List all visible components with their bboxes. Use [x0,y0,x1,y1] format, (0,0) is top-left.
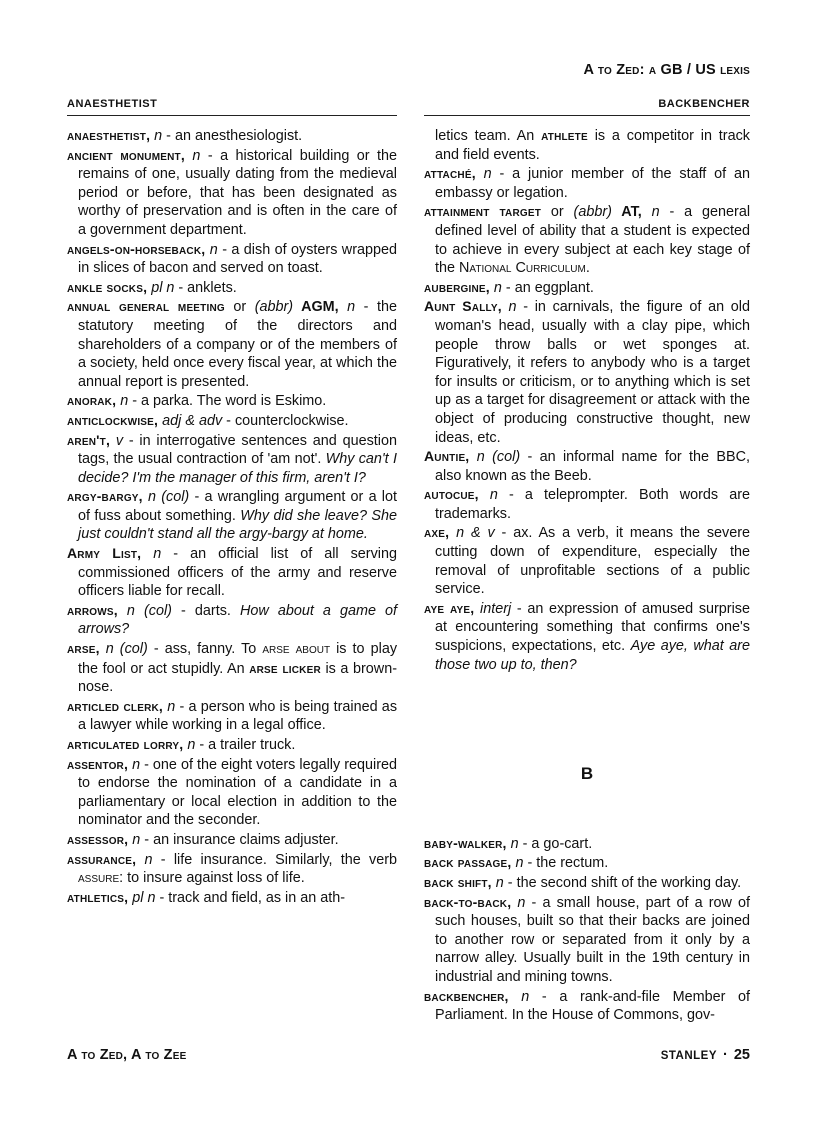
headword: autocue, [424,486,479,503]
part-of-speech: n [521,988,530,1005]
definition-text: - life insurance. Similarly, the verb [152,851,398,868]
definition-text: - a small house, part of a row of such houses, built so that their backs are joined to another row or separated from it only by a narrow alley. Usually built in the 19th century in industrial and mining towns. [435,894,751,985]
headword: anticlockwise, [67,411,159,428]
dictionary-entry [67,830,397,850]
dictionary-entry [424,599,750,674]
part-of-speech: (abbr) [573,204,612,221]
dictionary-entry [424,523,750,598]
entry-continuation: letics team. An [435,128,542,144]
part-of-speech: n [515,855,524,872]
headword: athletics, [67,888,129,905]
footer-separator: · [723,1047,728,1063]
section-letter: B [580,764,594,784]
definition-text: - anklets. [174,279,237,296]
part-of-speech: n [347,299,356,316]
part-of-speech: n [187,737,196,753]
definition-text: - a historical building or the remains of one, usually dating from the medieval period or before, that has been designated as worthy of preservation and is often in the care of a government department. [78,147,397,238]
cross-reference: arse licker [249,659,321,676]
page-footer-right [661,1047,750,1063]
part-of-speech: n [483,166,492,183]
dictionary-entry [67,888,397,908]
definition-text: - an official list of all serving commissioned officers of the army and reserve officers liable for recall. [78,546,397,600]
page-number: 25 [733,1047,750,1063]
part-of-speech: n [495,875,504,891]
definition-text: - a wrangling argument or a lot of fuss about something. [78,489,398,524]
definition-text: is a brown-nose. [78,660,397,696]
headword: aye aye, [424,599,475,616]
guide-word-last: BACKBENCHER [658,98,750,110]
dictionary-entry [67,278,397,298]
part-of-speech: n [651,204,660,221]
headword: argy-bargy, [67,488,143,505]
definition-text: - an eggplant. [501,279,594,296]
part-of-speech: n [517,894,526,911]
definition-text: is to play the fool or act stupidly. An [78,641,398,677]
part-of-speech: n [510,835,519,852]
guide-word-first: ANAESTHETIST [67,98,158,110]
dictionary-entry [67,601,397,639]
part-of-speech: n (col) [148,489,190,506]
dictionary-entry [67,544,397,601]
dictionary-entry [67,639,397,697]
abbreviation: AGM, [293,299,348,316]
headword: anorak, [67,392,117,409]
headword: angels-on-horseback, [67,240,206,257]
definition-text: - a teleprompter. Both words are trademarks. [435,487,750,522]
dictionary-entry [424,893,750,987]
cross-reference: National Curriculum [459,260,586,277]
definition-text: - in interrogative sentences and question tags, the usual contraction of 'am not'. [78,432,397,468]
example-sentence: Aye aye, what are those two up to, then? [435,638,750,673]
definition-text: - one of the eight voters legally required to endorse the nomination of a candidate in a parliamentary or local election in addition to the nominator and the seconder. [78,756,397,829]
dictionary-entry [424,297,750,447]
example-sentence: Why can't I decide? I'm the manager of this firm, aren't I? [78,451,397,486]
dictionary-entry [67,297,397,391]
definition-text: - a trailer truck. [195,737,296,753]
part-of-speech: pl n [132,889,156,906]
part-of-speech: n [120,393,129,410]
headword: axe, [424,524,450,541]
dictionary-entry [424,447,750,485]
headword: back shift, [424,874,492,890]
part-of-speech: n [508,299,517,316]
definition-text: - a rank-and-file Member of Parliament. In the House of Commons, gov- [435,988,750,1024]
dictionary-entry [424,853,750,873]
part-of-speech: interj [480,600,512,617]
part-of-speech: pl n [151,279,175,296]
part-of-speech: (abbr) [254,299,294,316]
definition-text: . [585,260,590,277]
headword: assurance, [67,850,137,867]
part-of-speech: n [489,487,498,504]
headword: arrows, [67,601,118,618]
definition-text: - the statutory meeting of the directors and shareholders of a company or of the members of a society, held once every fiscal year, at which the annual report is presented. [78,299,397,390]
part-of-speech: n (col) [126,602,172,619]
definition-text: - an anesthesiologist. [162,128,303,144]
definition-text: - a parka. The word is Eskimo. [128,393,327,410]
abbreviation: AT, [611,204,652,221]
part-of-speech: n [209,241,218,258]
definition-text: - counterclockwise. [222,412,349,429]
headword: aubergine, [424,278,490,295]
definition-text: - ax. As a verb, it means the severe cutting down of expenditure, especially the removal of unprofitable sections of a public service. [435,525,751,598]
part-of-speech: adj & adv [162,412,223,429]
headword: baby-walker, [424,834,507,851]
right-column-b-entries [424,834,750,1025]
cross-reference: assure: [78,870,124,887]
dictionary-entry [67,850,397,888]
dictionary-entry [67,697,397,735]
dictionary-entry [424,202,750,277]
dictionary-entry [67,146,397,240]
headword: backbencher, [424,987,509,1004]
publisher-name: STANLEY [660,1050,718,1062]
definition-text: - the second shift of the working day. [503,875,742,891]
definition-text: - a go-cart. [518,835,593,852]
dictionary-entry [67,487,397,544]
headword: attaché, [424,165,476,182]
dictionary-entry [67,431,397,488]
definition-text: - the rectum. [523,855,609,872]
cross-reference: athlete [541,127,588,143]
headword: Auntie, [424,448,470,465]
left-column [67,126,397,907]
definition-text: - an insurance claims adjuster. [140,831,339,848]
dictionary-entry [424,164,750,202]
definition-text: - an expression of amused surprise at encountering something that confirms one's suspicions, expectations, etc. [435,600,750,655]
definition-text: - ass, fanny. To [147,641,263,658]
headword: Army List, [67,545,142,562]
part-of-speech: n [132,756,141,773]
right-column [424,126,750,1025]
example-sentence: How about a game of arrows? [78,602,398,638]
dictionary-entry [67,411,397,431]
dictionary-entry [67,126,397,146]
headword: Aunt Sally, [424,298,502,315]
header-rule-left [67,115,397,116]
definition-text: to insure against loss of life. [123,870,305,887]
headword: back-to-back, [424,893,512,910]
headword: assessor, [67,830,129,847]
headword: anaesthetist, [67,127,151,143]
part-of-speech: n (col) [105,641,148,658]
definition-text: - a person who is being trained as a lawyer while working in a legal office. [78,698,398,734]
headword: back passage, [424,854,512,871]
part-of-speech: n & v [456,525,495,542]
definition-text: - a general defined level of ability that a student is expected to achieve in every subject at each key stage of the [435,204,751,277]
running-title: A to Zed: a GB / US lexis [583,62,750,78]
headword: articled clerk, [67,697,163,714]
part-of-speech: n [144,851,153,868]
headword: annual general meeting [67,298,225,315]
entry-text: or [541,204,574,221]
part-of-speech: n [192,147,201,164]
part-of-speech: n [153,546,162,563]
dictionary-entry [67,391,397,411]
dictionary-entry [424,834,750,854]
dictionary-entry [424,278,750,298]
part-of-speech: n [132,831,141,848]
part-of-speech: n [167,698,176,715]
dictionary-entry [424,485,750,523]
headword: ancient monument, [67,146,185,163]
dictionary-entry [67,735,397,755]
cross-reference: arse about [262,641,331,658]
headword: arse, [67,640,100,657]
part-of-speech: v [115,432,124,449]
part-of-speech: n [493,279,502,296]
headword: articulated lorry, [67,736,184,752]
headword: aren't, [67,431,111,448]
definition-text: - track and field, as in an ath- [155,889,346,906]
part-of-speech: n (col) [476,449,521,466]
definition-text: is a competitor in track and field events. [435,128,750,163]
headword: ankle socks, [67,278,148,295]
running-footer: A to Zed, A to Zee [67,1047,187,1063]
definition-text: - in carnivals, the figure of an old woman's head, usually with a clay pipe, which people throw balls or wet sponges at. Figuratively, it refers to anybody who is a target for insults or criticism, or to anything which is set up as a target for disagreement or attack with the object of producing constructive thought, new ideas, etc. [435,299,750,446]
entry-text: or [224,299,255,316]
dictionary-entry [424,873,750,893]
dictionary-entry [67,240,397,278]
definition-text: - an informal name for the BBC, also known as the Beeb. [435,449,750,484]
header-rule-right [424,115,750,116]
right-column-a-entries [424,126,750,674]
definition-text: - a dish of oysters wrapped in slices of bacon and served on toast. [78,241,398,277]
dictionary-entry [67,755,397,830]
dictionary-entry [424,126,750,164]
headword: attainment target [424,203,542,220]
definition-text: - darts. [171,602,240,619]
part-of-speech: n [154,128,163,144]
dictionary-entry [424,987,750,1025]
example-sentence: Why did she leave? She just couldn't stand all the argy-bargy at home. [78,507,397,543]
definition-text: - a junior member of the staff of an embassy or legation. [435,166,751,201]
headword: assentor, [67,755,129,772]
